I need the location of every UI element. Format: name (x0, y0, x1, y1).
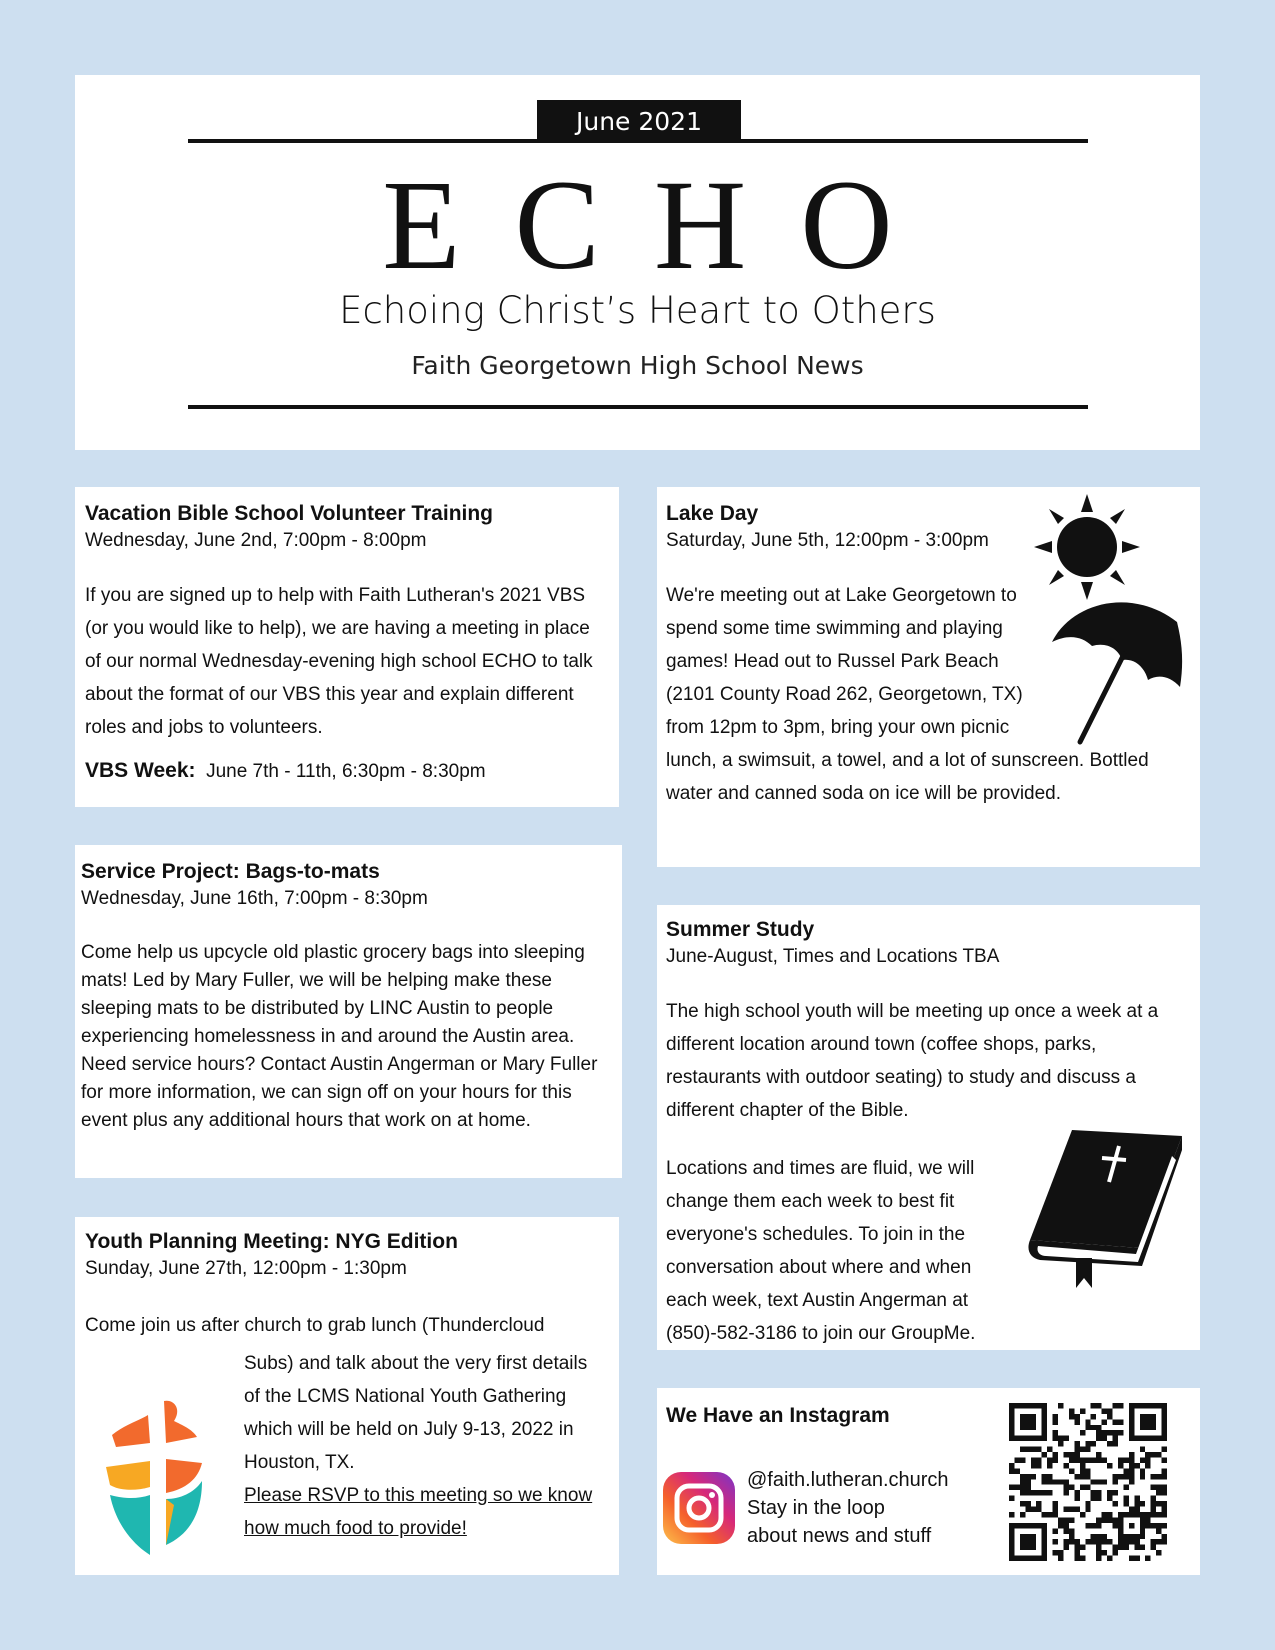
masthead-letter: E (382, 154, 461, 296)
article-datetime: Wednesday, June 16th, 7:00pm - 8:30pm (81, 888, 428, 909)
article-body-continued: Locations and times are fluid, we will change them each week to best fit everyone's schedules. To join in the conversation about where and when each week, text Austin Angerman at (850)-582-3186 to join our GroupMe. (666, 1158, 976, 1344)
vbs-week-dates: June 7th - 11th, 6:30pm - 8:30pm (206, 761, 486, 782)
article-datetime: June-August, Times and Locations TBA (666, 946, 1000, 967)
article-datetime: Saturday, June 5th, 12:00pm - 3:00pm (666, 530, 989, 551)
vbs-week-label: VBS Week: (85, 759, 196, 782)
article-service-project (75, 845, 622, 1178)
newsletter-subtitle: Faith Georgetown High School News (411, 351, 864, 380)
article-lake-day (657, 487, 1200, 867)
instagram-panel (657, 1388, 1200, 1575)
article-title: Lake Day (666, 502, 759, 525)
qr-code[interactable] (1009, 1403, 1167, 1561)
article-body: Come help us upcycle old plastic grocery bags into sleeping mats! Led by Mary Fuller, we will be helping make these sleeping mats to be distributed by LINC Austin to people experiencing homelessness in and around the Austin area. Need service hours? Contact Austin Angerman or Mary Fuller for more information, we can sign off on your hours for this event plus any additional hours that work on at home. (81, 942, 598, 1131)
article-youth-planning (75, 1217, 619, 1575)
masthead-letter: O (800, 154, 893, 296)
article-datetime: Wednesday, June 2nd, 7:00pm - 8:00pm (85, 530, 427, 551)
article-body: The high school youth will be meeting up once a week at a different location around town (coffee shops, parks, restaurants with outdoor seating) to study and discuss a different chapter of the Bible. (666, 1001, 1159, 1121)
instagram-title: We Have an Instagram (666, 1404, 890, 1427)
instagram-line: Stay in the loop (747, 1497, 885, 1519)
masthead-title (75, 155, 1200, 295)
article-datetime: Sunday, June 27th, 12:00pm - 1:30pm (85, 1258, 407, 1279)
article-intro: Come join us after church to grab lunch (Thundercloud (85, 1315, 545, 1336)
header-top-rule (188, 139, 1088, 143)
article-body-text: Subs) and talk about the very first details of the LCMS National Youth Gathering which will be held on July 9-13, 2022 in Houston, TX. (244, 1353, 588, 1473)
article-summer-study (657, 905, 1200, 1350)
masthead-letter: H (653, 154, 747, 296)
lcms-cross-logo (102, 1395, 212, 1560)
article-title: Service Project: Bags-to-mats (81, 860, 380, 883)
article-title: Vacation Bible School Volunteer Training (85, 502, 494, 525)
tagline: Echoing Christ’s Heart to Others (339, 289, 936, 332)
instagram-text (747, 1466, 949, 1550)
article-title: Summer Study (666, 918, 815, 941)
article-body-continued: lunch, a swimsuit, a towel, and a lot of sunscreen. Bottled water and canned soda on ice will be provided. (666, 750, 1149, 804)
article-title: Youth Planning Meeting: NYG Edition (85, 1230, 458, 1253)
rsvp-link[interactable]: Please RSVP to this meeting so we know how much food to provide! (244, 1485, 593, 1539)
article-body (244, 1347, 604, 1545)
article-vbs-training (75, 487, 619, 807)
newsletter-header (75, 75, 1200, 450)
sun-icon (1032, 492, 1142, 602)
header-bottom-rule (188, 405, 1088, 409)
bible-icon (1022, 1120, 1192, 1300)
instagram-handle[interactable]: @faith.lutheran.church (747, 1469, 949, 1491)
article-body: If you are signed up to help with Faith Lutheran's 2021 VBS (or you would like to help), we are having a meeting in place of our normal Wednesday-evening high school ECHO to talk about the format of our VBS this year and explain different roles and jobs to volunteers. (85, 585, 593, 738)
instagram-icon[interactable] (663, 1472, 735, 1544)
vbs-week-line (85, 756, 609, 787)
issue-date-badge: June 2021 (537, 100, 741, 141)
article-body: We're meeting out at Lake Georgetown to spend some time swimming and playing games! Head out to Russel Park Beach (2101 County Road 262, Georgetown, TX) from 12pm to 3pm, bring your own picnic (666, 585, 1023, 738)
instagram-line: about news and stuff (747, 1525, 932, 1547)
umbrella-icon (1042, 592, 1187, 747)
masthead-letter: C (514, 154, 600, 296)
